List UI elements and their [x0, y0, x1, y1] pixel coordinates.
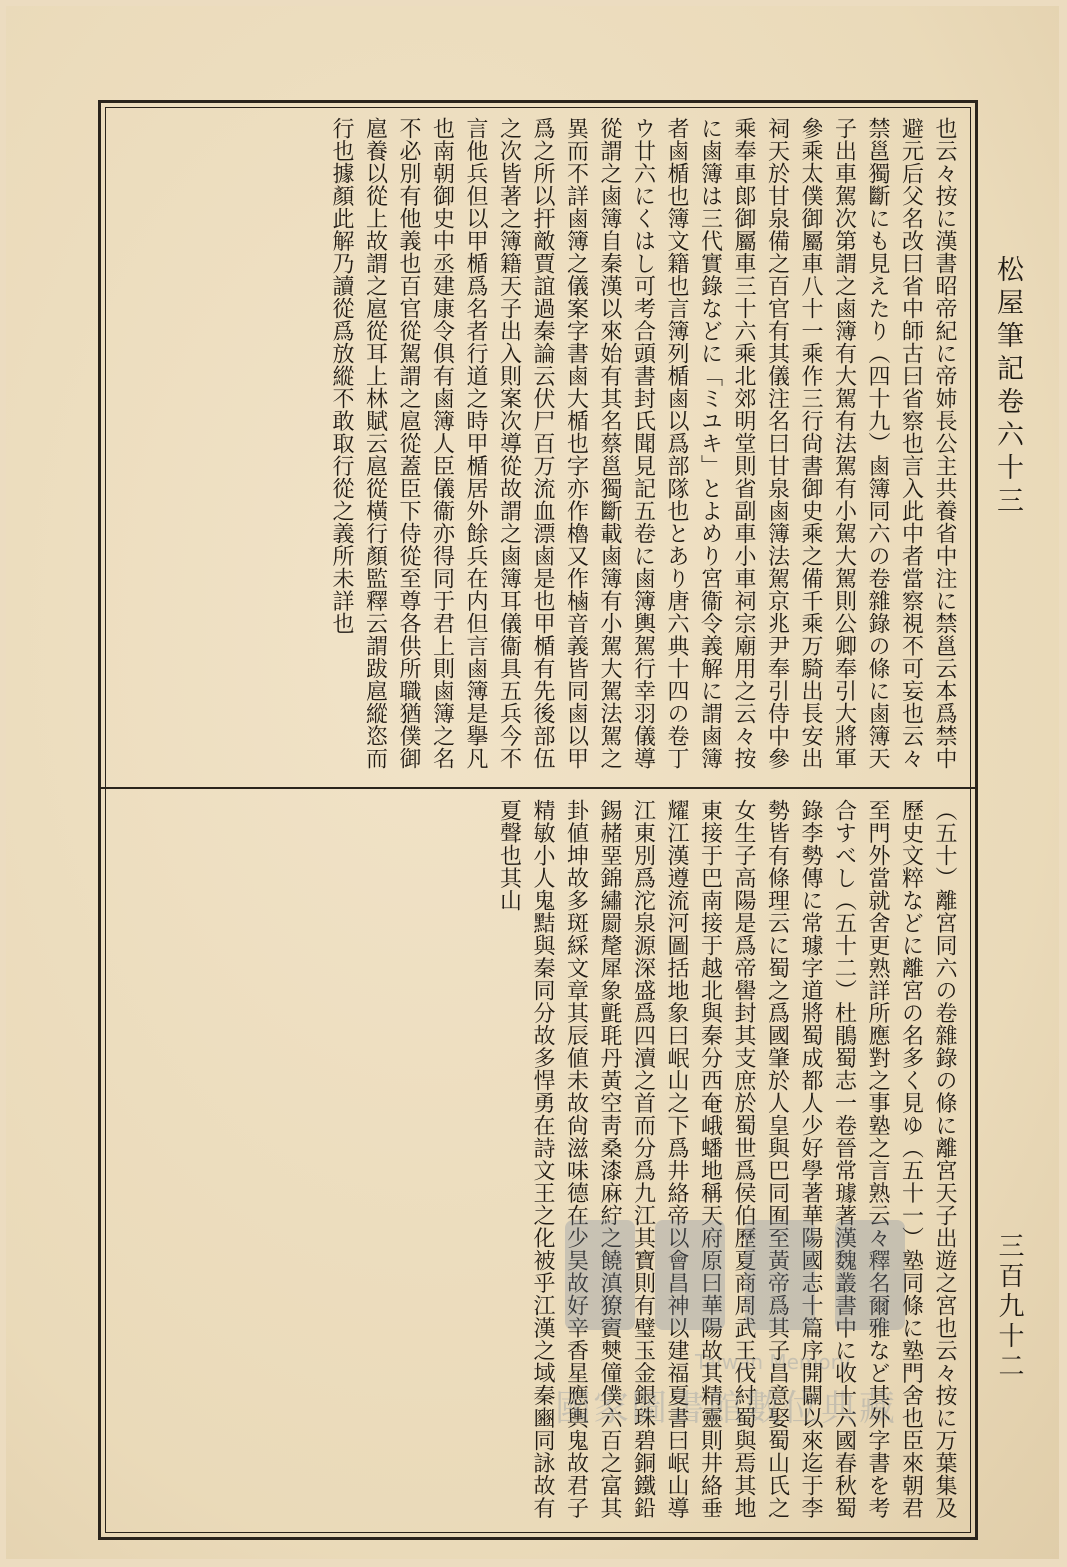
text-frame [98, 100, 978, 1540]
section-divider [101, 787, 975, 789]
watermark-text: 國家圖書館數位典藏 [555, 1388, 898, 1429]
running-head: 松屋筆記卷六十三 [993, 255, 1023, 519]
bottom-text-block: （五十）離宮同六の卷雜錄の條に離宮天子出遊之宮也云々按に万葉集及歷史文粹などに離宮の名多く見ゆ（五十一）塾同條に塾門舍也臣來朝君至門外當就舍更熟詳所應對之事塾之言熟云々釋名爾雅など其外字書を考合すべし（五十二）杜鵑蜀志一卷晉常璩著漢魏叢書中に收十六國春秋蜀錄李勢傳に常璩字道將蜀成都人少好學著華陽國志十篇序開闢以來迄于李勢皆有條理云に蜀之爲國肇於人皇與巴同囿至黃帝爲其子昌意娶蜀山氏之女生子高陽是爲帝嚳封其支庶於蜀世爲侯伯歷夏商周武王伐紂蜀與焉其地東接于巴南接于越北與秦分西奄峨蟠地稱天府原曰華陽故其精靈則井絡垂耀江漢遵流河圖括地象曰岷山之下爲井絡帝以會昌神以建福夏書曰岷山導江東別爲沱泉源深盛爲四瀆之首而分爲九江其寶則有璧玉金銀珠碧銅鐵鉛錫赭堊錦繡罽氂犀象氈毦丹黃空靑桑漆麻紵之饒滇獠賨僰僮僕六百之富其卦値坤故多斑綵文章其辰値未故尙滋味德在少昊故好辛香星應輿鬼故君子精敏小人鬼黠與秦同分故多悍勇在詩文王之化被乎江漢之域秦豳同詠故有夏聲也其山 [496, 799, 957, 1519]
top-text-block: 也云々按に漢書昭帝紀に帝姉長公主共養省中注に禁邕云本爲禁中避元后父名改曰省中師古曰省察也言入此中者當察視不可妄也云々禁邕獨斷にも見えたり（四十九）鹵簿同六の卷雜錄の條に鹵簿天子出車駕次第謂之鹵簿有大駕有法駕有小駕大駕則公卿奉引大將軍參乘太僕御屬車八十一乘作三行尙書御史乘之備千乘万騎出長安出祠天於甘泉備之百官有其儀注名曰甘泉鹵簿法駕京兆尹奉引侍中參乘奉車郞御屬車三十六乘北郊明堂則省副車小車祠宗廟用之云々按に鹵簿は三代實錄などに「ミユキ」とよめり宮衞令義解に謂鹵簿者鹵楯也簿文籍也言簿列楯鹵以爲部隊也とあり唐六典十四の卷丁ウ廿六にくはし可考合頭書封氏聞見記五卷に鹵簿輿駕行幸羽儀導從謂之鹵簿自秦漢以來始有其名蔡邕獨斷載鹵簿有小駕大駕法駕之異而不詳鹵簿之儀案字書鹵大楯也字亦作櫓又作樐音義皆同鹵以甲爲之所以扞敵賈誼過秦論云伏尸百万流血漂鹵是也甲楯有先後部伍之次皆著之簿籍天子出入則案次導從故謂之鹵簿耳儀衞具五兵今不言他兵但以甲楯爲名者行道之時甲楯居外餘兵在内但言鹵簿是擧凡也南朝御史中丞建康令俱有鹵簿人臣儀衞亦得同于君上則鹵簿之名不必別有他義也百官從駕謂之扈從蓋臣下侍從至尊各供所職猶僕御扈養以從上故謂之扈從耳上林賦云扈從橫行顏監釋云謂跋扈縱恣而行也據顏此解乃讀從爲放縱不敢取行從之義所未詳也 [329, 117, 957, 770]
watermark-brand: Taiwan Memory [695, 1350, 851, 1374]
page-number: 三百九十二 [995, 1232, 1024, 1382]
